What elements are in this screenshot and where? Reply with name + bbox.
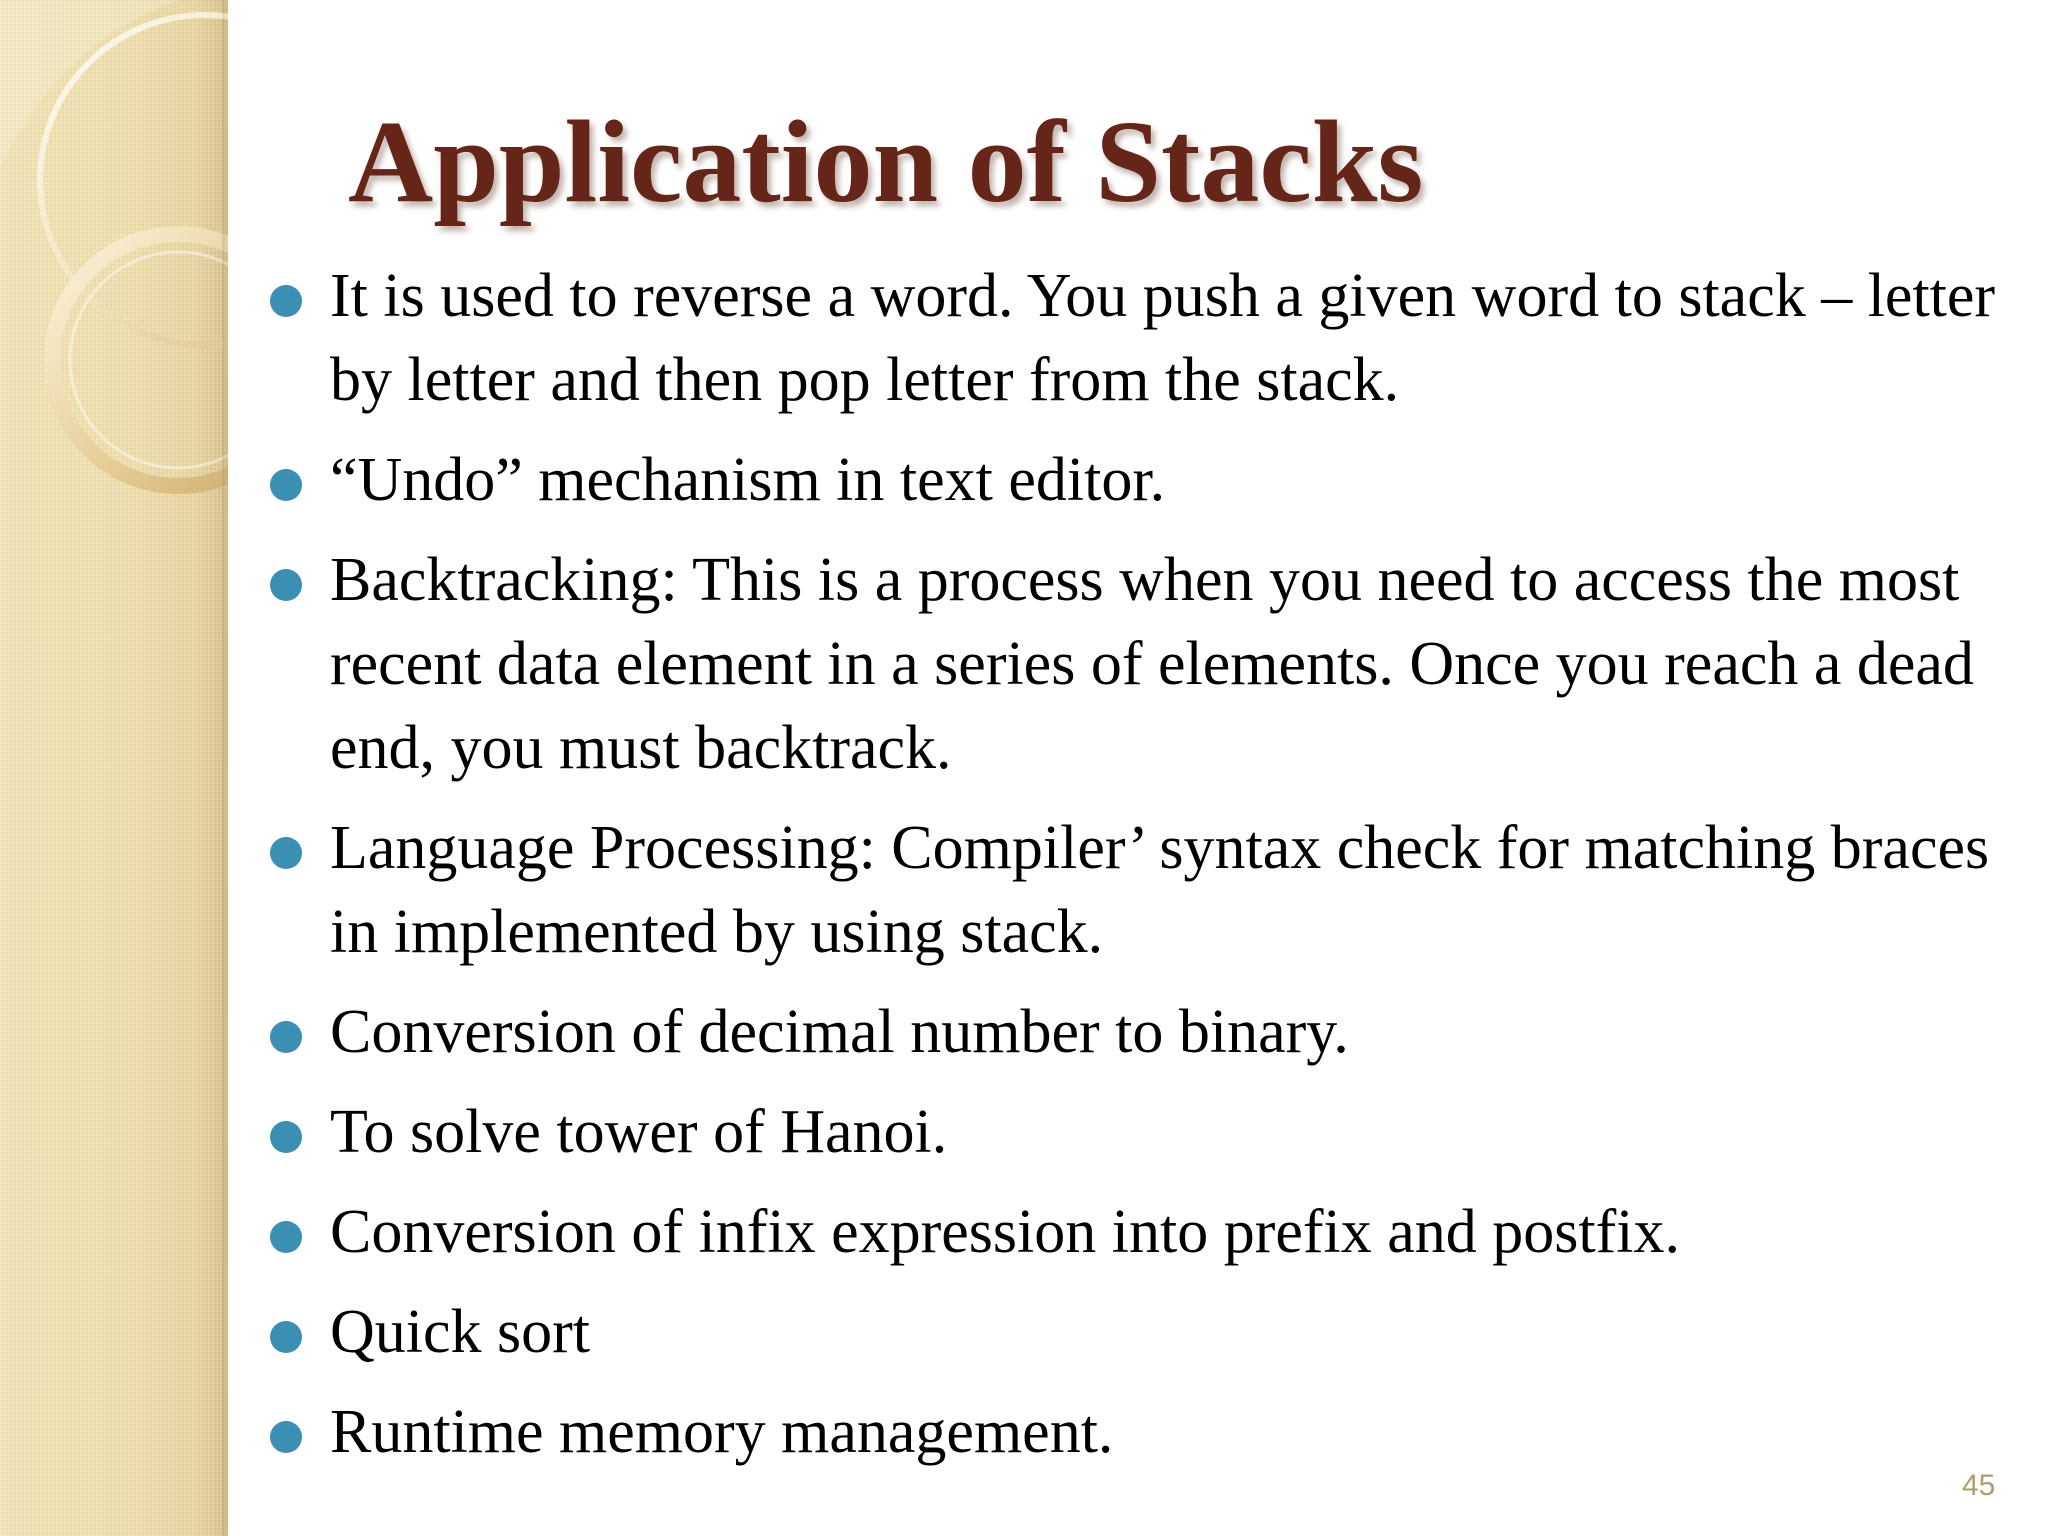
page-number: 45 bbox=[1962, 1469, 1996, 1502]
bullet-dot-icon bbox=[270, 1421, 302, 1453]
bullet-item-reverse-word bbox=[262, 254, 2002, 422]
bullet-item-infix-conversion bbox=[262, 1190, 2002, 1274]
bullet-text: To solve tower of Hanoi. bbox=[330, 1098, 948, 1166]
bullet-item-quick-sort bbox=[262, 1290, 2002, 1374]
bullet-text: Backtracking: This is a process when you need to access the most recent data element in a series of elements. Once you reach a dead end, you must backtrack. bbox=[330, 546, 1974, 782]
bullet-text: Quick sort bbox=[330, 1298, 591, 1366]
bullet-item-language-processing bbox=[262, 806, 2002, 974]
bullet-dot-icon bbox=[270, 1121, 302, 1153]
bullet-text: Conversion of decimal number to binary. bbox=[330, 998, 1349, 1066]
bullet-item-backtracking bbox=[262, 538, 2002, 790]
bullet-text: It is used to reverse a word. You push a given word to stack – letter by letter and then pop letter from the stack. bbox=[330, 262, 1996, 414]
bullet-text: Language Processing: Compiler’ syntax check for matching braces in implemented by using stack. bbox=[330, 814, 1990, 966]
bullet-item-runtime-memory bbox=[262, 1390, 2002, 1474]
bullet-item-decimal-to-binary bbox=[262, 990, 2002, 1074]
sidebar-shadow-edge bbox=[222, 0, 228, 1536]
bullet-dot-icon bbox=[270, 837, 302, 869]
bullet-dot-icon bbox=[270, 1321, 302, 1353]
bullet-text: Conversion of infix expression into prefix and postfix. bbox=[330, 1198, 1681, 1266]
bullet-text: “Undo” mechanism in text editor. bbox=[330, 446, 1166, 514]
bullet-dot-icon bbox=[270, 1021, 302, 1053]
slide-title: Application of Stacks bbox=[348, 96, 1424, 227]
ring-decoration bbox=[0, 0, 228, 1536]
bullet-item-undo bbox=[262, 438, 2002, 522]
bullet-dot-icon bbox=[270, 469, 302, 501]
bullet-list bbox=[262, 254, 2002, 1490]
bullet-dot-icon bbox=[270, 285, 302, 317]
bullet-dot-icon bbox=[270, 1221, 302, 1253]
decorative-sidebar bbox=[0, 0, 228, 1536]
bullet-text: Runtime memory management. bbox=[330, 1398, 1114, 1466]
bullet-item-tower-of-hanoi bbox=[262, 1090, 2002, 1174]
bullet-dot-icon bbox=[270, 569, 302, 601]
